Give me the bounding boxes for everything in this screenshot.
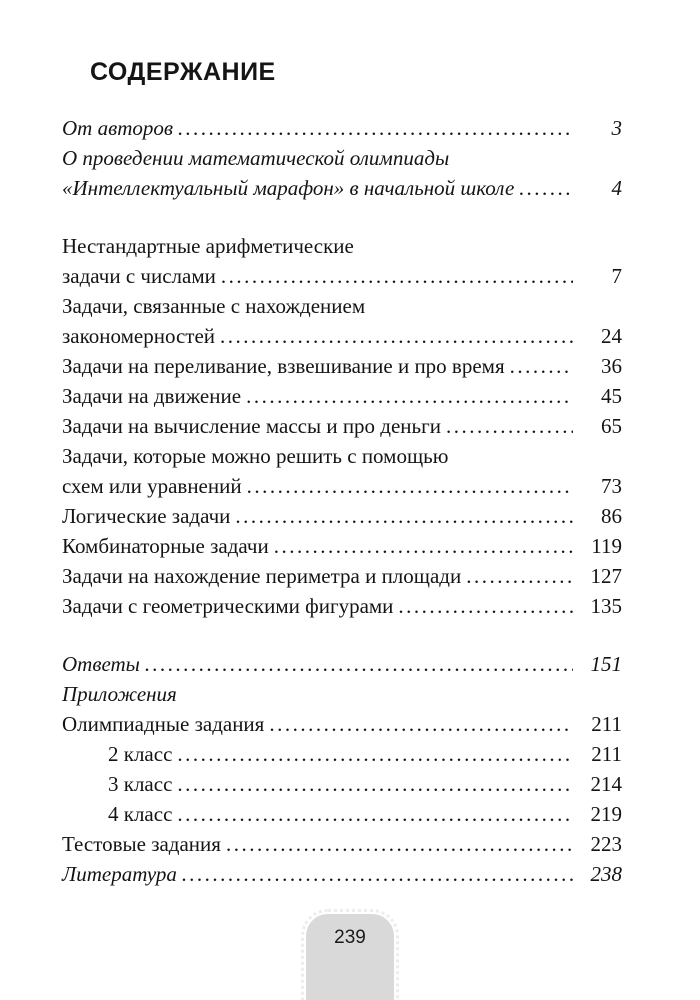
toc-entry-wrap-line: О проведении математической олимпиады — [62, 146, 450, 170]
toc-entry — [62, 709, 622, 739]
toc-entry-row — [62, 769, 622, 799]
toc-entry-page-number: 7 — [611, 264, 622, 288]
toc-entry — [62, 143, 622, 203]
toc-entry-label: 3 класс — [108, 772, 173, 796]
toc-entry-row — [62, 501, 622, 531]
toc-entry — [62, 291, 622, 351]
toc-entry-row — [62, 321, 622, 351]
toc-entry-page-number: 73 — [601, 474, 622, 498]
toc-entry-row — [62, 351, 622, 381]
toc-entry — [62, 591, 622, 621]
toc-entry-row — [62, 859, 622, 889]
dot-leader — [274, 531, 573, 561]
dot-leader — [177, 739, 573, 769]
toc-entry-label: схем или уравнений — [62, 474, 242, 498]
toc-entry-page-number: 127 — [590, 564, 622, 588]
toc-entry-page-number: 3 — [611, 116, 622, 140]
dot-leader — [145, 649, 573, 679]
toc-entry-page-number: 36 — [601, 354, 622, 378]
toc-entry — [62, 113, 622, 143]
toc-entry — [62, 411, 622, 441]
toc-entry — [62, 739, 622, 769]
toc-entry-row — [62, 261, 622, 291]
toc-entry-label: Задачи на нахождение периметра и площади — [62, 564, 462, 588]
dot-leader — [510, 351, 573, 381]
dot-leader — [178, 113, 573, 143]
toc-entry-label: 2 класс — [108, 742, 173, 766]
toc-entry-row — [62, 173, 622, 203]
toc-entry-row — [62, 561, 622, 591]
toc-entry-page-number: 211 — [591, 742, 622, 766]
dot-leader — [177, 799, 573, 829]
toc-entry-row — [62, 709, 622, 739]
toc-entry — [62, 679, 622, 709]
page-number-tab — [306, 914, 394, 1000]
toc-entry-page-number: 86 — [601, 504, 622, 528]
toc-entry — [62, 231, 622, 291]
dot-leader — [269, 709, 573, 739]
toc-entry-page-number: 219 — [590, 802, 622, 826]
dot-leader — [221, 261, 573, 291]
toc-entry-row — [62, 471, 622, 501]
page-title: СОДЕРЖАНИЕ — [90, 58, 276, 86]
toc-entry — [62, 381, 622, 411]
dot-leader — [398, 591, 573, 621]
dot-leader — [226, 829, 573, 859]
toc-entry-page-number: 238 — [590, 862, 622, 886]
toc-entry — [62, 501, 622, 531]
toc-entry-row — [62, 113, 622, 143]
toc-entry-wrap-line: Нестандартные арифметические — [62, 234, 354, 258]
page-number: 239 — [334, 927, 366, 948]
toc-entry-label: От авторов — [62, 116, 173, 140]
toc-entry-row — [62, 591, 622, 621]
toc-entry-page-number: 24 — [601, 324, 622, 348]
toc-entry-label: Задачи на вычисление массы и про деньги — [62, 414, 441, 438]
dot-leader — [466, 561, 573, 591]
toc-entry-page-number: 119 — [591, 534, 622, 558]
toc-entry-label: задачи с числами — [62, 264, 216, 288]
dot-leader — [247, 471, 573, 501]
dot-leader — [519, 173, 573, 203]
toc-entry-wrap-line: Задачи, связанные с нахождением — [62, 294, 366, 318]
toc-entry-label: Приложения — [62, 682, 177, 706]
toc-entry-page-number: 211 — [591, 712, 622, 736]
toc-entry-row — [62, 799, 622, 829]
toc-entry — [62, 799, 622, 829]
toc-entry-page-number: 65 — [601, 414, 622, 438]
toc-list — [62, 113, 622, 889]
toc-entry — [62, 351, 622, 381]
toc-entry-label: Тестовые задания — [62, 832, 221, 856]
toc-entry-row — [62, 531, 622, 561]
toc-entry — [62, 561, 622, 591]
toc-entry — [62, 441, 622, 501]
toc-entry-row — [62, 411, 622, 441]
toc-entry-label: Олимпиадные задания — [62, 712, 265, 736]
toc-entry-page-number: 223 — [590, 832, 622, 856]
toc-entry-label: Логические задачи — [62, 504, 231, 528]
toc-entry — [62, 649, 622, 679]
toc-entry-page-number: 214 — [590, 772, 622, 796]
dot-leader — [235, 501, 573, 531]
toc-entry-label: 4 класс — [108, 802, 173, 826]
toc-entry-label: Литература — [62, 862, 177, 886]
toc-entry-page-number: 135 — [590, 594, 622, 618]
toc-entry-page-number: 45 — [601, 384, 622, 408]
toc-entry-label: Комбинаторные задачи — [62, 534, 269, 558]
toc-entry-label: закономерностей — [62, 324, 216, 348]
toc-entry-row — [62, 649, 622, 679]
dot-leader — [246, 381, 573, 411]
toc-entry — [62, 531, 622, 561]
toc-entry-row — [62, 679, 622, 709]
toc-entry-page-number: 151 — [590, 652, 622, 676]
toc-entry — [62, 829, 622, 859]
toc-entry-row — [62, 739, 622, 769]
toc-entry-label: Задачи с геометрическими фигурами — [62, 594, 394, 618]
toc-entry-label: «Интеллектуальный марафон» в начальной школе — [62, 176, 515, 200]
dot-leader — [446, 411, 573, 441]
dot-leader — [220, 321, 573, 351]
toc-entry-label: Ответы — [62, 652, 140, 676]
toc-entry-label: Задачи на переливание, взвешивание и про время — [62, 354, 505, 378]
dot-leader — [182, 859, 573, 889]
toc-entry-page-number: 4 — [611, 176, 622, 200]
dot-leader — [177, 769, 573, 799]
toc-entry-label: Задачи на движение — [62, 384, 242, 408]
toc-entry-row — [62, 381, 622, 411]
toc-entry — [62, 769, 622, 799]
toc-entry — [62, 859, 622, 889]
toc-entry-wrap-line: Задачи, которые можно решить с помощью — [62, 444, 449, 468]
toc-entry-row — [62, 829, 622, 859]
